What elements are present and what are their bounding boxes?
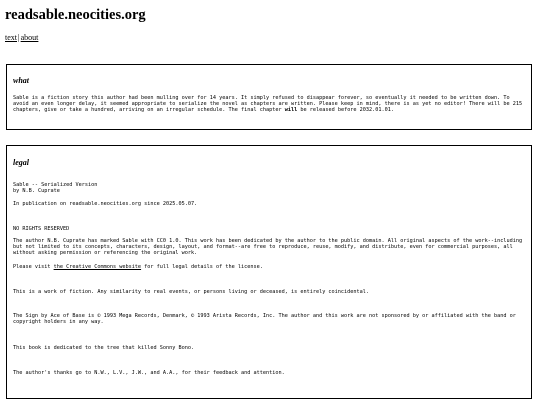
legal-visit (13, 264, 525, 270)
what-panel (6, 64, 532, 130)
legal-byline: by N.B. Cuprate (13, 188, 60, 194)
legal-title-line: Sable -- Serialized Version (13, 182, 98, 188)
legal-heading: legal (13, 158, 29, 167)
legal-visit-before: Please visit (13, 264, 54, 270)
legal-panel (6, 145, 532, 399)
what-text-bold: will (284, 107, 298, 114)
legal-publication: In publication on readsable.neocities.org since 2025.05.07. (13, 201, 198, 207)
nav-separator: | (18, 33, 20, 42)
legal-sign: The Sign by Ace of Base is © 1993 Mega Records, Denmark, © 1993 Arista Records, Inc. The author and this work are not sponsored by or affiliated with the band or copyright holders in any way. (13, 313, 516, 326)
what-text (13, 95, 525, 114)
nav-link-text[interactable]: text (5, 33, 17, 42)
site-nav (5, 33, 38, 42)
legal-thanks: The author's thanks go to N.W., L.V., J.W., and A.A., for their feedback and attention. (13, 370, 285, 376)
legal-visit-after: for full legal details of the license. (141, 264, 263, 270)
what-text-part2: be released before 2032.01.01. (297, 107, 395, 114)
legal-rights: NO RIGHTS RESERVED (13, 226, 70, 232)
creative-commons-link[interactable]: the Creative Commons website (53, 264, 142, 270)
nav-link-about[interactable]: about (20, 33, 39, 42)
legal-fiction: This is a work of fiction. Any similarity to real events, or persons living or deceased, is entirely coincidental. (13, 289, 370, 295)
site-title: readsable.neocities.org (5, 7, 146, 23)
what-heading: what (13, 76, 30, 85)
what-text-part1: Sable is a fiction story this author had been mulling over for 14 years. It simply refused to disappear forever, so eventually it needed to be written down. To avoid an even longer delay, it seemed appropriate to serialize the novel as chapters are written. Please keep in mind, there is as yet no editor! There will be 215 chapters, give or take a hundred, arriving on an irregular schedule. The final chapter (13, 95, 523, 114)
legal-dedication: This book is dedicated to the tree that killed Sonny Bono. (13, 345, 195, 351)
legal-cc0: The author N.B. Cuprate has marked Sable with CC0 1.0. This work has been dedicated by the author to the public domain. All original aspects of the work--including but not limited to its concepts, characters, design, layout, and format--are free to reproduce, reuse, modify, and distribute, even for commercial purposes, all without asking permission or referencing the original work. (13, 238, 523, 257)
